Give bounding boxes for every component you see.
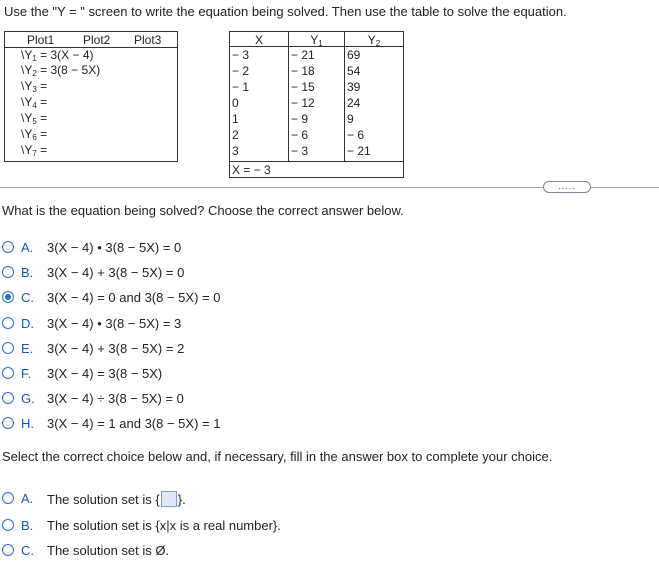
y1-cell: − 9 bbox=[291, 112, 309, 126]
y2-cell: 69 bbox=[347, 48, 361, 62]
y6-row: $\backslash Y_6$ = bbox=[21, 127, 48, 142]
radio-button[interactable] bbox=[2, 241, 14, 253]
plot-header bbox=[5, 32, 177, 48]
y2-column-header: $Y_2$ bbox=[367, 33, 381, 48]
radio-button-selected[interactable] bbox=[2, 291, 14, 303]
radio-button[interactable] bbox=[2, 317, 14, 329]
y1-cell: − 21 bbox=[291, 48, 315, 62]
radio-button[interactable] bbox=[2, 392, 14, 404]
y-equals-editor bbox=[4, 31, 178, 162]
y3-row: $\backslash Y_3$ = bbox=[21, 79, 48, 94]
y1-cell: − 6 bbox=[291, 128, 309, 142]
y2-cell: 39 bbox=[347, 80, 361, 94]
expand-dots-button[interactable]: ..... bbox=[543, 181, 591, 193]
x-cell: − 2 bbox=[232, 64, 250, 78]
value-table bbox=[229, 31, 404, 178]
table-footer: X = − 3 bbox=[232, 163, 271, 177]
y1-cell: − 15 bbox=[291, 80, 315, 94]
x-column-header: X bbox=[254, 33, 263, 47]
y2-row: $\backslash Y_2 = 3(8 - 5X)$ bbox=[21, 63, 101, 78]
question1-prompt: What is the equation being solved? Choose the correct answer below. bbox=[2, 203, 404, 218]
x-cell: − 3 bbox=[232, 48, 250, 62]
y1-column-header: $Y_1$ bbox=[310, 33, 323, 48]
y1-cell: − 18 bbox=[291, 64, 315, 78]
y5-row: $\backslash Y_5$ = bbox=[21, 111, 48, 126]
plot2-tab: Plot2 bbox=[83, 33, 111, 47]
x-cell: 0 bbox=[232, 96, 239, 110]
y2-cell: 54 bbox=[347, 64, 361, 78]
y4-row: $\backslash Y_4$ = bbox=[21, 95, 48, 110]
y1-cell: − 12 bbox=[291, 96, 315, 110]
radio-button[interactable] bbox=[2, 367, 14, 379]
answer-input-box[interactable] bbox=[161, 491, 177, 507]
radio-button[interactable] bbox=[2, 519, 14, 531]
radio-button[interactable] bbox=[2, 417, 14, 429]
x-cell: − 1 bbox=[232, 80, 250, 94]
y1-row: $\backslash Y_1 = 3(X - 4)$ bbox=[21, 48, 94, 63]
radio-button[interactable] bbox=[2, 492, 14, 504]
radio-button[interactable] bbox=[2, 544, 14, 556]
y1-cell: − 3 bbox=[291, 144, 309, 158]
plot3-tab: Plot3 bbox=[134, 33, 162, 47]
y7-row: $\backslash Y_7$ = bbox=[21, 143, 48, 158]
y2-cell: − 6 bbox=[347, 128, 365, 142]
instruction-text: Use the "Y = " screen to write the equation being solved. Then use the table to solve the equation. bbox=[4, 4, 567, 19]
question2-prompt: Select the correct choice below and, if necessary, fill in the answer box to complete your choice. bbox=[2, 449, 553, 464]
plot1-tab: Plot1 bbox=[27, 33, 55, 47]
x-cell: 1 bbox=[232, 112, 239, 126]
x-cell: 2 bbox=[232, 128, 239, 142]
radio-button[interactable] bbox=[2, 266, 14, 278]
y2-cell: 9 bbox=[347, 112, 354, 126]
y2-cell: − 21 bbox=[347, 144, 371, 158]
x-cell: 3 bbox=[232, 144, 239, 158]
y2-cell: 24 bbox=[347, 96, 361, 110]
radio-button[interactable] bbox=[2, 342, 14, 354]
